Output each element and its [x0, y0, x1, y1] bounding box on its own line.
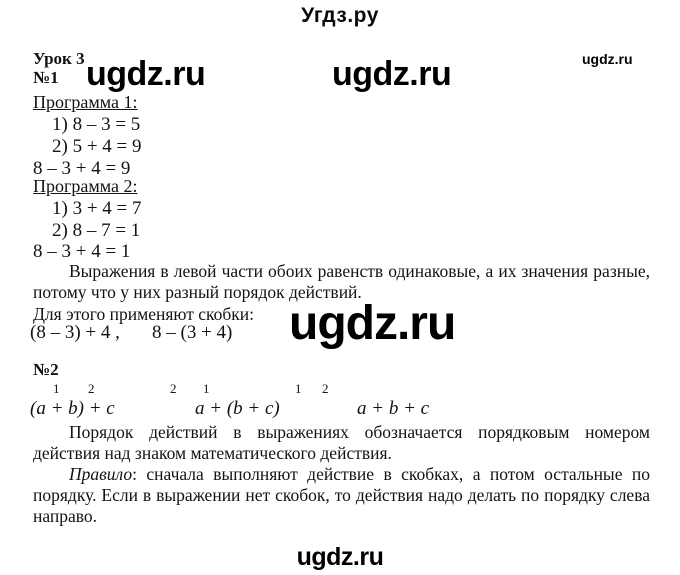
order-mark: 1 [295, 381, 302, 396]
program1-step-1: 1) 8 – 3 = 5 [52, 114, 141, 135]
task2-explanation: Порядок действий в выражениях обозначается порядковым номером действия над знаком математического действия. [33, 422, 650, 463]
expression-3: a + b + c [357, 398, 430, 419]
program2-label: Программа 2: [33, 176, 138, 196]
program2-result: 8 – 3 + 4 = 1 [33, 241, 131, 262]
expression-1: (a + b) + c [30, 398, 115, 419]
watermark-top-center: ugdz.ru [332, 55, 452, 93]
lesson-title: Урок 3 [33, 49, 85, 68]
rule-label: Правило [69, 464, 133, 484]
expression-2: a + (b + c) [195, 398, 280, 419]
watermark-bottom: ugdz.ru [296, 543, 384, 571]
program1-label: Программа 1: [33, 92, 138, 112]
rule-text: : сначала выполняют действие в скобках, а потом остальные по порядку. Если в выражении нет скобок, то действия надо делать по порядку слева направо. [33, 464, 650, 526]
site-title: Угдз.ру [301, 4, 379, 27]
order-mark: 2 [170, 381, 177, 396]
brackets-expression-1: (8 – 3) + 4 , [30, 322, 120, 343]
program2-step-2: 2) 8 – 7 = 1 [52, 220, 141, 241]
program1-result: 8 – 3 + 4 = 9 [33, 158, 131, 179]
brackets-note: Для этого применяют скобки: [33, 304, 255, 324]
order-mark: 1 [203, 381, 210, 396]
watermark-top-left: ugdz.ru [86, 55, 206, 93]
task1-explanation: Выражения в левой части обоих равенств одинаковые, а их значения разные, потому что у них разный порядок действий. [33, 261, 650, 302]
watermark-middle: ugdz.ru [289, 297, 456, 350]
task2-number: №2 [33, 360, 59, 379]
order-mark: 2 [88, 381, 95, 396]
watermark-top-right: ugdz.ru [582, 51, 633, 67]
program2-step-1: 1) 3 + 4 = 7 [52, 198, 142, 219]
program1-step-2: 2) 5 + 4 = 9 [52, 136, 142, 157]
order-mark: 1 [53, 381, 60, 396]
task1-number: №1 [33, 68, 59, 87]
order-mark: 2 [322, 381, 329, 396]
task2-rule [33, 464, 650, 527]
brackets-expression-2: 8 – (3 + 4) [152, 322, 233, 343]
